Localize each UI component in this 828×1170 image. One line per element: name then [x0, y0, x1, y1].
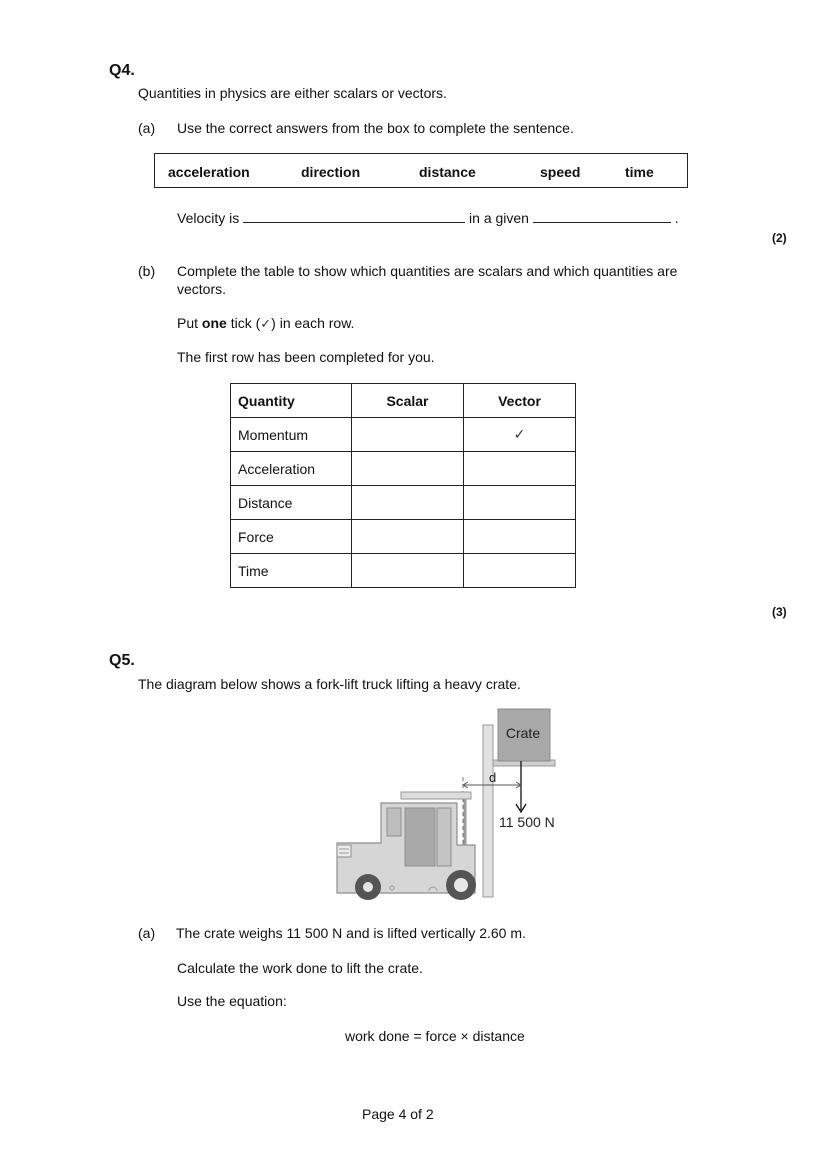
tick-suffix-before: tick (: [230, 315, 261, 331]
q4-intro: Quantities in physics are either scalars or vectors.: [138, 85, 447, 101]
tick-instruction: [177, 315, 354, 332]
front-wheel-hub: [454, 878, 468, 892]
crate-label: Crate: [505, 725, 541, 741]
vector-cell[interactable]: [464, 554, 576, 588]
page-number: Page 4 of 2: [362, 1106, 434, 1122]
tick-prefix: Put: [177, 315, 199, 331]
word-box: [154, 153, 688, 188]
word-speed: speed: [540, 164, 581, 180]
q4b-instruction-line2: vectors.: [177, 281, 227, 297]
vector-cell[interactable]: [464, 486, 576, 520]
q4a-marks: (2): [772, 231, 787, 245]
word-direction: direction: [301, 164, 361, 180]
cab-door-window: [405, 808, 435, 866]
quantity-cell: Momentum: [231, 418, 352, 452]
vector-cell[interactable]: [464, 520, 576, 554]
grille: [337, 845, 351, 857]
scalar-cell[interactable]: [352, 452, 464, 486]
q4b-marks: (3): [772, 605, 787, 619]
vector-cell[interactable]: [464, 452, 576, 486]
tick-suffix-after: ) in each row.: [271, 315, 355, 331]
forklift-diagram: [325, 705, 565, 905]
tick-icon: ✓: [260, 316, 272, 331]
q4b-instruction-line1: Complete the table to show which quantities are scalars and which quantities are: [177, 263, 678, 279]
scalar-cell[interactable]: [352, 418, 464, 452]
answer-blank-2[interactable]: [533, 208, 671, 223]
q4-number: Q4.: [109, 62, 135, 79]
table-row: [231, 418, 576, 452]
quantity-cell: Distance: [231, 486, 352, 520]
word-distance: distance: [419, 164, 476, 180]
scalar-cell[interactable]: [352, 486, 464, 520]
velocity-sentence: [177, 208, 679, 226]
q5a-instruction: Calculate the work done to lift the crate.: [177, 960, 423, 976]
header-quantity: Quantity: [231, 384, 352, 418]
quantity-cell: Acceleration: [231, 452, 352, 486]
first-row-note: The first row has been completed for you.: [177, 349, 435, 365]
front-window: [437, 808, 451, 866]
tick-bold-word: one: [201, 315, 227, 331]
scalar-cell[interactable]: [352, 520, 464, 554]
rear-wheel-hub: [363, 882, 373, 892]
table-row: [231, 520, 576, 554]
forklift-mast: [483, 725, 493, 897]
rear-window: [387, 808, 401, 836]
work-equation: work done = force × distance: [345, 1028, 525, 1044]
q5-number: Q5.: [109, 652, 135, 669]
q4b-label: (b): [138, 263, 156, 279]
header-vector: Vector: [464, 384, 576, 418]
header-scalar: Scalar: [352, 384, 464, 418]
sentence-start: Velocity is: [177, 210, 240, 226]
q4a-label: (a): [138, 120, 156, 136]
distance-label: d: [489, 770, 497, 785]
table-row: [231, 486, 576, 520]
table-header-row: [231, 384, 576, 418]
use-equation: Use the equation:: [177, 993, 287, 1009]
scalar-cell[interactable]: [352, 554, 464, 588]
table-row: [231, 554, 576, 588]
word-acceleration: acceleration: [168, 164, 250, 180]
answer-blank-1[interactable]: [243, 208, 465, 223]
q5-intro: The diagram below shows a fork-lift truck lifting a heavy crate.: [138, 676, 521, 692]
table-row: [231, 452, 576, 486]
q5a-statement: The crate weighs 11 500 N and is lifted vertically 2.60 m.: [176, 925, 526, 941]
scalar-vector-table: [230, 383, 576, 588]
word-time: time: [625, 164, 654, 180]
q5a-label: (a): [138, 925, 156, 941]
sentence-end: .: [674, 210, 679, 226]
quantity-cell: Force: [231, 520, 352, 554]
vector-cell[interactable]: ✓: [464, 418, 576, 452]
sentence-middle: in a given: [469, 210, 529, 226]
quantity-cell: Time: [231, 554, 352, 588]
overhead-guard: [401, 792, 471, 799]
q4a-instruction: Use the correct answers from the box to complete the sentence.: [177, 120, 574, 136]
force-label: 11 500 N: [499, 814, 555, 830]
